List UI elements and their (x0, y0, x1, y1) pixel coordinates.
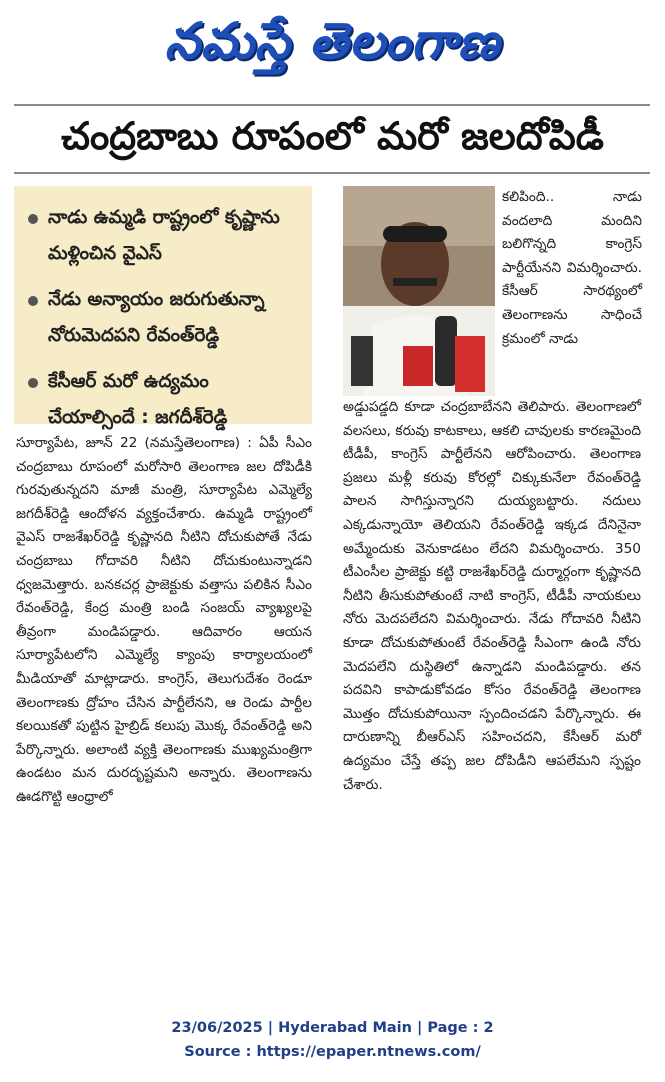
article-body-left: సూర్యాపేట, జూన్ 22 (నమస్తేతెలంగాణ) : ఏపీ సీఎం చంద్రబాబు రూపంలో మరోసారి తెలంగాణ జల దోపిడీకి గురవుతున్నదని మాజీ మంత్రి, సూర్యాపేట ఎమ్మెల్యే జగదీశ్‌రెడ్డి ఆందోళన వ్యక్తంచేశారు. ఉమ్మడి రాష్ట్రంలో వైఎస్ రాజశేఖర్‌రెడ్డి కృష్ణానది నీటిని దోచుకుపోతే నేడు చంద్రబాబు గోదావరి నీటిని దోచుకుంటున్నాడని ధ్వజమెత్తారు. బనకచర్ల ప్రాజెక్టుకు వత్తాసు పలికిన సీఎం రేవంత్‌రెడ్డి, కేంద్ర మంత్రి బండి సంజయ్ వ్యాఖ్యలపై తీవ్రంగా మండిపడ్డారు. ఆదివారం ఆయన సూర్యాపేటలోని ఎమ్మెల్యే క్యాంపు కార్యాలయంలో మీడియాతో మాట్లాడారు. కాంగ్రెస్, తెలుగుదేశం రెండూ తెలంగాణకు ద్రోహం చేసిన పార్టీలేనని, ఆ రెండు పార్టీల కలయికతో పుట్టిన హైబ్రిడ్ కలుపు మొక్క రేవంత్‌రెడ్డి అని పేర్కొన్నారు. అలాంటి వ్యక్తి తెలంగాణకు ముఖ్యమంత్రిగా ఉండటం మన దురదృష్టమని అన్నారు. తెలంగాణను ఊడగొట్టి ఆంధ్రాలో (16, 435, 312, 805)
bullet-icon (28, 296, 38, 306)
highlight-text: కేసీఆర్ మరో ఉద్యమం చేయాల్సిందే : జగదీశ్‌రెడ్డి (48, 371, 228, 428)
masthead (0, 0, 665, 84)
highlight-item (26, 282, 302, 354)
footer-edition-info: 23/06/2025 | Hyderabad Main | Page : 2 (171, 1020, 494, 1036)
article-body-right-top: కలిపింది.. నాడు వందలాది మందిని బలిగొన్నది కాంగ్రెస్ పార్టీయేనని విమర్శించారు. కేసీఆర్ సారథ్యంలో తెలంగాణను సాధించే క్రమంలో నాడు (502, 189, 642, 347)
footer-source: Source : https://epaper.ntnews.com/ (184, 1044, 481, 1060)
highlight-item (26, 364, 302, 436)
bullet-icon (28, 214, 38, 224)
bullet-icon (28, 378, 38, 388)
speaker-photo (343, 186, 495, 396)
highlight-text: నేడు అన్యాయం జరుగుతున్నా నోరుమెదపని రేవంత్‌రెడ్డి (48, 289, 265, 346)
highlights-box (14, 186, 312, 428)
headline-divider (14, 172, 650, 174)
newspaper-logo: నమస్తే తెలంగాణ (164, 12, 501, 70)
highlight-text: నాడు ఉమ్మడి రాష్ట్రంలో కృష్ణాను మళ్లించిన వైఎస్ (48, 207, 280, 264)
article-headline: చంద్రబాబు రూపంలో మరో జలదోపిడీ (61, 114, 604, 158)
speaker-photo-image (343, 186, 495, 396)
article-body-right: అడ్డుపడ్డది కూడా చంద్రబాబేనని తెలిపారు. తెలంగాణలో వలసలు, కరువు కాటకాలు, ఆకలి చావులకు కారణమైంది టీడీపీ, కాంగ్రెస్ పార్టీలేనని ఆరోపించారు. తెలంగాణ ప్రజలు మళ్లీ కరువు కోరల్లో చిక్కుకునేలా రేవంత్‌రెడ్డి పాలన సాగిస్తున్నారని దుయ్యబట్టారు. నదులు ఎక్కడున్నాయో తెలియని రేవంత్‌రెడ్డి ఇక్కడ దేనినైనా అమ్మేందుకు వెనుకాడటం లేదని విమర్శించారు. 350 టీఎంసీల ప్రాజెక్టు కట్టి రాజశేఖర్‌రెడ్డి దుర్మార్గంగా కృష్ణానది నీటిని తీసుకుపోతుంటే నాటి కాంగ్రెస్, టీడీపీ నాయకులు నోరు మెదపలేదని విమర్శించారు. నేడు గోదావరి నీటిని కూడా దోచుకుపోతుంటే రేవంత్‌రెడ్డి సీఎంగా ఉండి నోరు మెదపలేని దుస్థితిలో ఉన్నాడని మండిపడ్డారు. తన పదవిని కాపాడుకోవడం కోసం రేవంత్‌రెడ్డి తెలంగాణ మొత్తం దోచుకుపోయినా స్పందించడని పేర్కొన్నారు. ఈ దారుణాన్ని బీఆర్‌ఎస్ సహించదని, కేసీఆర్ మరో ఉద్యమం చేస్తే తప్ప జల దోపిడీని ఆపలేమని స్పష్టం చేశారు. (343, 399, 641, 793)
highlight-item (26, 200, 302, 272)
